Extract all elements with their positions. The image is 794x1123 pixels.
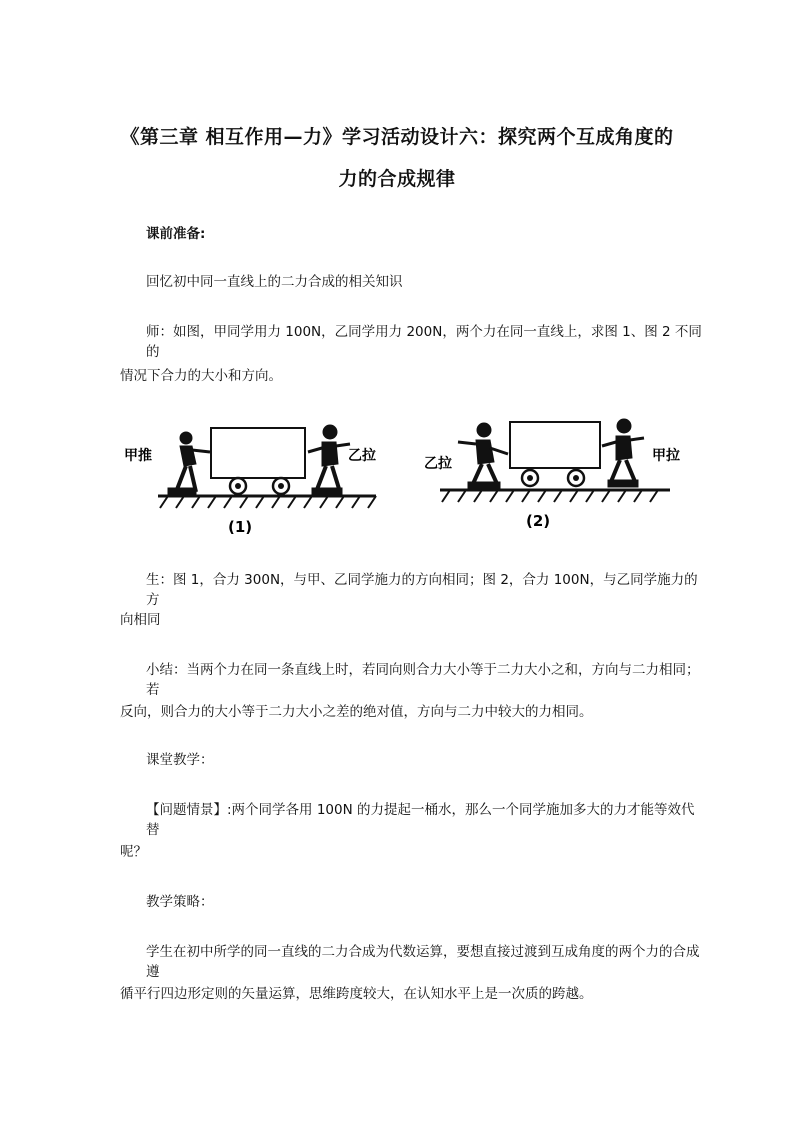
pulling-person-left-icon bbox=[458, 423, 508, 489]
figure-1 bbox=[124, 425, 376, 536]
problem-line2: 呢？ bbox=[120, 844, 147, 860]
prep-heading: 课前准备: bbox=[146, 226, 206, 242]
figure-2 bbox=[424, 419, 680, 530]
fig1-caption: (1) bbox=[228, 518, 253, 536]
strategy-heading: 教学策略： bbox=[146, 894, 214, 910]
problem-line1: 【问题情景】:两个同学各用 100N 的力提起一桶水，那么一个同学施加多大的力才能等效代替 bbox=[146, 802, 695, 838]
document-title-line1: 《第三章 相互作用—力》学习活动设计六：探究两个互成角度的 bbox=[120, 126, 674, 148]
classroom-heading: 课堂教学： bbox=[146, 752, 214, 768]
student-line2: 向相同 bbox=[120, 612, 161, 628]
pushing-person-icon bbox=[168, 432, 210, 495]
strategy-line2: 循平行四边形定则的矢量运算，思维跨度较大，在认知水平上是一次质的跨越。 bbox=[120, 986, 593, 1002]
teacher-line2: 情况下合力的大小和方向。 bbox=[120, 368, 282, 384]
recall-text: 回忆初中同一直线上的二力合成的相关知识 bbox=[146, 274, 403, 290]
fig2-label-left: 乙拉 bbox=[424, 456, 452, 472]
fig1-label-left: 甲推 bbox=[124, 448, 152, 464]
summary-line2: 反向，则合力的大小等于二力大小之差的绝对值，方向与二力中较大的力相同。 bbox=[120, 704, 593, 720]
strategy-line1: 学生在初中所学的同一直线的二力合成为代数运算，要想直接过渡到互成角度的两个力的合成遵 bbox=[146, 944, 700, 980]
teacher-line1: 师：如图，甲同学用力 100N，乙同学用力 200N，两个力在同一直线上，求图 1、图 2 不同的 bbox=[146, 324, 702, 360]
fig2-caption: (2) bbox=[526, 512, 551, 530]
fig2-label-right: 甲拉 bbox=[652, 448, 680, 464]
fig1-label-right: 乙拉 bbox=[348, 448, 376, 464]
summary-line1: 小结：当两个力在同一条直线上时，若同向则合力大小等于二力大小之和，方向与二力相同；若 bbox=[146, 662, 700, 698]
force-diagram-figure bbox=[118, 408, 698, 548]
pulling-person-right-icon bbox=[602, 419, 644, 487]
student-line1: 生：图 1，合力 300N，与甲、乙同学施力的方向相同；图 2，合力 100N，与乙同学施力的方 bbox=[146, 572, 698, 608]
pulling-person-icon bbox=[308, 425, 350, 495]
document-title-line2: 力的合成规律 bbox=[338, 168, 456, 190]
